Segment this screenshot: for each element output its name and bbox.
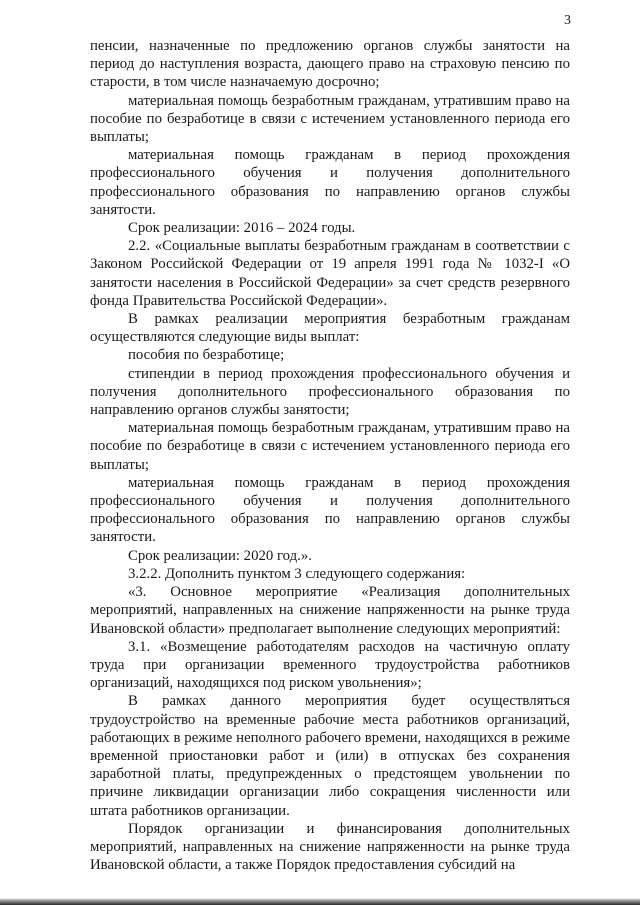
paragraph: Порядок организации и финансирования дополнительных мероприятий, направленных на снижение напряженности на рынке труда Ивановской области, а также Порядок предоставления субсидий на — [90, 820, 570, 874]
paragraph: материальная помощь безработным гражданам, утратившим право на пособие по безработице в связи с истечением установленного периода его выплаты; — [90, 420, 570, 473]
document-body — [90, 37, 570, 874]
paragraph: «3. Основное мероприятие «Реализация дополнительных мероприятий, направленных на снижение напряженности на рынке труда Ивановской области» предполагает выполнение следующих мероприятий: — [90, 584, 570, 637]
paragraph: пособия по безработице; — [128, 347, 285, 364]
paragraph: стипендии в период прохождения профессионального обучения и получения дополнительного профессионального образования по направлению органов службы занятости; — [90, 365, 570, 419]
paragraph: материальная помощь гражданам в период прохождения профессионального обучения и получения дополнительного профессионального образования по направлению органов службы занятости. — [90, 147, 570, 218]
scan-bottom-edge — [0, 898, 640, 905]
paragraph: материальная помощь гражданам в период прохождения профессионального обучения и получения дополнительного профессионального образования по направлению органов службы занятости. — [90, 474, 570, 546]
page-number: 3 — [564, 13, 571, 28]
paragraph: 3.1. «Возмещение работодателям расходов на частичную оплату труда при организации временного трудоустройства работников организаций, находящихся под риском увольнения»; — [90, 638, 570, 692]
paragraph: материальная помощь безработным гражданам, утратившим право на пособие по безработице в связи с истечением установленного периода его выплаты; — [90, 92, 570, 146]
paragraph: Срок реализации: 2016 – 2024 годы. — [128, 220, 356, 237]
paragraph: Срок реализации: 2020 год.». — [128, 547, 312, 564]
paragraph: 3.2.2. Дополнить пунктом 3 следующего содержания: — [128, 565, 466, 582]
paragraph: пенсии, назначенные по предложению органов службы занятости на период до наступления возраста, дающего право на страховую пенсию по старости, в том числе назначаемую досрочно; — [90, 38, 570, 91]
paragraph: В рамках данного мероприятия будет осуществляться трудоустройство на временные рабочие места работников организаций, работающих в режиме неполного рабочего времени, находящихся в режиме временной приостановки работ и (или) в отпусках без сохранения заработной платы, предупрежденных о предстоящем увольнении по причине ликвидации организации либо сокращения численности или штата работников организации. — [90, 693, 570, 819]
paragraph: 2.2. «Социальные выплаты безработным гражданам в соответствии с Законом Российской Федерации от 19 апреля 1991 года № 1032-I «О занятости населения в Российской Федерации» за счет средств резервного фонда Правительства Российской Федерации». — [90, 238, 570, 309]
paragraph: В рамках реализации мероприятия безработным гражданам осуществляются следующие виды выплат: — [90, 311, 570, 346]
